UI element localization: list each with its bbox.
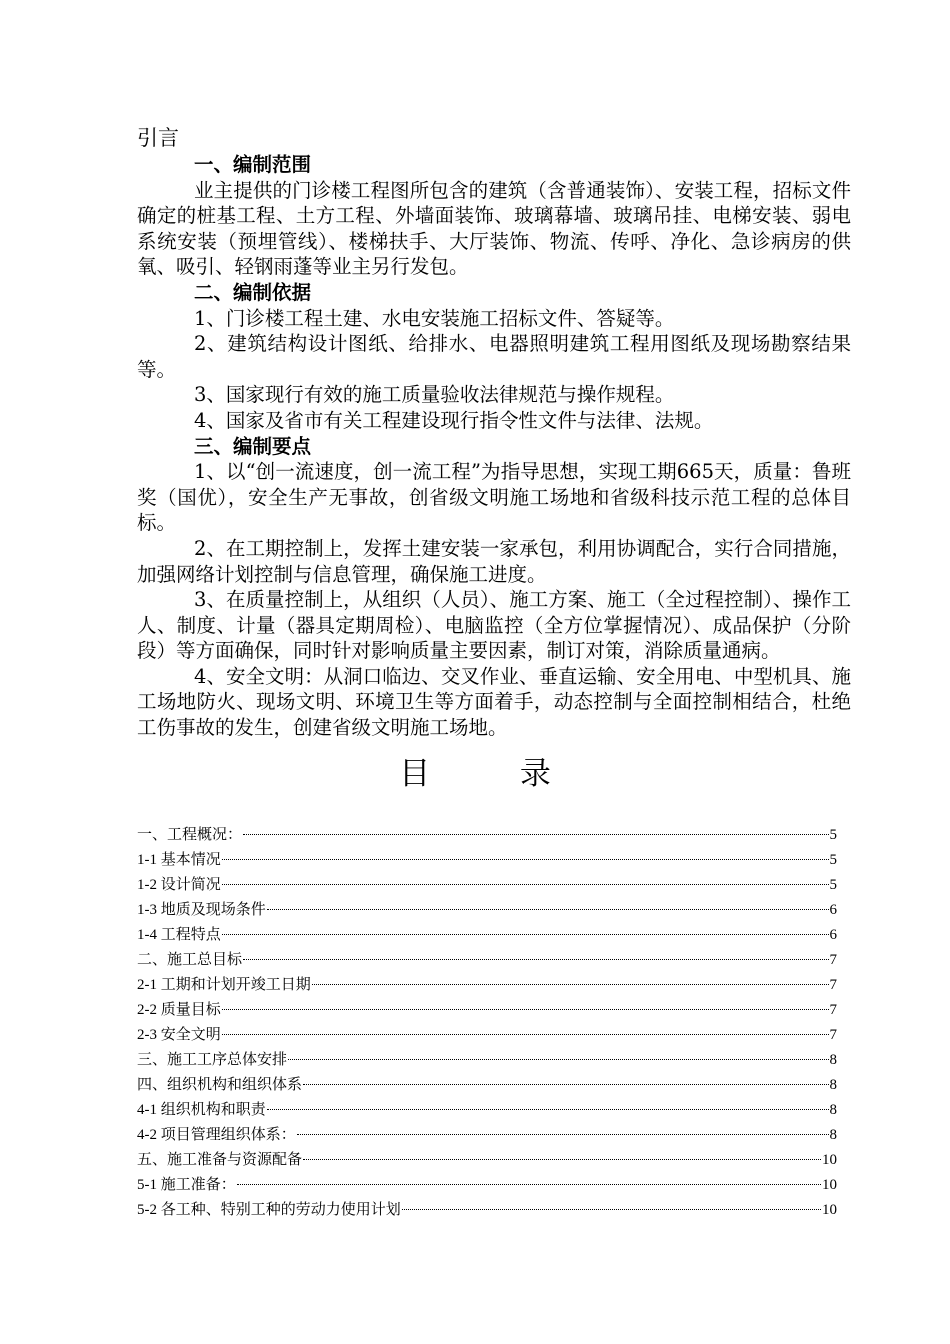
toc-entry[interactable] <box>137 1098 837 1123</box>
section-heading: 三、编制要点 <box>194 434 312 458</box>
paragraph: 业主提供的门诊楼工程图所包含的建筑（含普通装饰）、安装工程，招标文件确定的桩基工程、土方工程、外墙面装饰、玻璃幕墙、玻璃吊挂、电梯安装、弱电系统安装（预埋管线）、楼梯扶手、大厅装饰、物流、传呼、净化、急诊病房的供氧、吸引、轻钢雨蓬等业主另行发包。 <box>137 178 851 279</box>
intro-title: 引言 <box>137 126 179 150</box>
toc-entry[interactable] <box>137 848 837 873</box>
toc-entry[interactable] <box>137 1073 837 1098</box>
toc-entry-text: 四、组织机构和组织体系 <box>137 1077 303 1093</box>
toc-dot-leader <box>222 884 829 885</box>
toc-entry[interactable] <box>137 1148 837 1173</box>
toc-dot-leader <box>267 1109 829 1110</box>
toc-page-number: 6 <box>829 902 837 918</box>
toc-dot-leader <box>222 1034 829 1035</box>
toc-entry-text: 5-1 施工准备： <box>137 1177 236 1193</box>
toc-entry-text: 2-1 工期和计划开竣工日期 <box>137 977 311 993</box>
paragraph: 1、门诊楼工程土建、水电安装施工招标文件、答疑等。 <box>194 306 675 330</box>
toc-entry-text: 4-1 组织机构和职责 <box>137 1102 266 1118</box>
paragraph: 3、在质量控制上，从组织（人员）、施工方案、施工（全过程控制）、操作工人、制度、计量（器具定期周检）、电脑监控（全方位掌握情况）、成品保护（分阶段）等方面确保，同时针对影响质量主要因素，制订对策，消除质量通病。 <box>137 588 851 663</box>
toc-entry[interactable] <box>137 1173 837 1198</box>
toc-dot-leader <box>243 959 828 960</box>
toc-entry-text: 三、施工工序总体安排 <box>137 1052 288 1068</box>
toc-entry[interactable] <box>137 1123 837 1148</box>
toc-entry[interactable] <box>137 898 837 923</box>
toc-entry[interactable] <box>137 1198 837 1223</box>
toc-entry-text: 五、施工准备与资源配备 <box>137 1152 303 1168</box>
toc-entry[interactable] <box>137 823 837 848</box>
toc-entry-text: 二、施工总目标 <box>137 952 243 968</box>
toc-page-number: 8 <box>829 1102 837 1118</box>
paragraph: 4、国家及省市有关工程建设现行指令性文件与法律、法规。 <box>194 408 714 432</box>
toc-entry-text: 1-1 基本情况 <box>137 852 221 868</box>
toc-page-number: 7 <box>829 1002 837 1018</box>
toc-entry-text: 4-2 项目管理组织体系： <box>137 1127 296 1143</box>
toc-entry-text: 一、工程概况： <box>137 827 243 843</box>
toc-entry-text: 1-4 工程特点 <box>137 927 221 943</box>
table-of-contents <box>137 823 837 1223</box>
toc-entry[interactable] <box>137 1023 837 1048</box>
toc-page-number: 10 <box>822 1152 837 1168</box>
toc-page-number: 5 <box>829 827 837 843</box>
toc-entry[interactable] <box>137 998 837 1023</box>
toc-dot-leader <box>402 1209 821 1210</box>
paragraph: 1、以“创一流速度，创一流工程”为指导思想，实现工期665天，质量：鲁班奖（国优），安全生产无事故，创省级文明施工场地和省级科技示范工程的总体目标。 <box>137 460 851 535</box>
toc-entry[interactable] <box>137 948 837 973</box>
intro-section <box>137 124 851 741</box>
toc-dot-leader <box>303 1084 828 1085</box>
toc-dot-leader <box>243 834 828 835</box>
toc-dot-leader <box>222 859 829 860</box>
toc-page-number: 5 <box>829 852 837 868</box>
paragraph: 2、在工期控制上，发挥土建安装一家承包，利用协调配合，实行合同措施，加强网络计划控制与信息管理，确保施工进度。 <box>137 536 851 586</box>
toc-entry[interactable] <box>137 1048 837 1073</box>
toc-page-number: 7 <box>829 977 837 993</box>
toc-entry-text: 1-2 设计简况 <box>137 877 221 893</box>
toc-page-number: 10 <box>822 1202 837 1218</box>
toc-dot-leader <box>297 1134 829 1135</box>
toc-page-number: 7 <box>829 952 837 968</box>
toc-entry[interactable] <box>137 873 837 898</box>
paragraph: 3、国家现行有效的施工质量验收法律规范与操作规程。 <box>194 383 675 407</box>
toc-entry[interactable] <box>137 973 837 998</box>
paragraph: 2、建筑结构设计图纸、给排水、电器照明建筑工程用图纸及现场勘察结果等。 <box>137 332 851 381</box>
toc-page-number: 8 <box>829 1052 837 1068</box>
section-heading: 一、编制范围 <box>194 153 312 176</box>
toc-page-number: 8 <box>829 1077 837 1093</box>
toc-entry[interactable] <box>137 923 837 948</box>
toc-dot-leader <box>222 934 829 935</box>
toc-dot-leader <box>267 909 829 910</box>
toc-dot-leader <box>237 1184 821 1185</box>
toc-page-number: 10 <box>822 1177 837 1193</box>
section-key-points <box>137 434 851 741</box>
toc-page-number: 6 <box>829 927 837 943</box>
section-basis <box>137 280 851 434</box>
toc-page-number: 8 <box>829 1127 837 1143</box>
paragraph: 4、安全文明：从洞口临边、交叉作业、垂直运输、安全用电、中型机具、施工场地防火、现场文明、环境卫生等方面着手，动态控制与全面控制相结合，杜绝工伤事故的发生，创建省级文明施工场地。 <box>137 664 851 740</box>
toc-dot-leader <box>222 1009 829 1010</box>
toc-title: 目 录 <box>399 756 591 792</box>
section-heading: 二、编制依据 <box>194 280 312 304</box>
toc-dot-leader <box>312 984 829 985</box>
toc-entry-text: 2-3 安全文明 <box>137 1027 221 1043</box>
section-scope <box>137 152 851 280</box>
toc-dot-leader <box>288 1059 828 1060</box>
toc-page-number: 7 <box>829 1027 837 1043</box>
toc-entry-text: 5-2 各工种、特别工种的劳动力使用计划 <box>137 1202 401 1218</box>
toc-entry-text: 1-3 地质及现场条件 <box>137 902 266 918</box>
toc-entry-text: 2-2 质量目标 <box>137 1002 221 1018</box>
toc-dot-leader <box>303 1159 821 1160</box>
toc-page-number: 5 <box>829 877 837 893</box>
